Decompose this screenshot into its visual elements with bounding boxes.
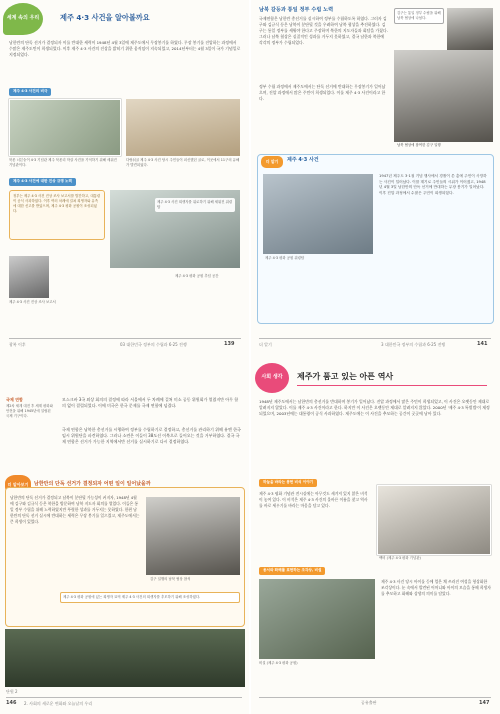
main-text-2: 정부 수립 과정에서 제주도에서는 단독 선거에 반대하는 무장봉기가 일어났으며, 진압 과정에서 많은 주민이 희생되었다. 이를 제주 4·3 사건이라고 한다. <box>259 84 386 102</box>
bottom-caption: 제주 4·3 평화 공원에 있는 희생자 묘역 제주 4·3 사건의 희생자를 추모하기 위해 조성하였다. <box>63 595 201 599</box>
quote-box <box>9 190 105 240</box>
section-heading: 남한만의 단독 선거가 결정되자 어떤 일이 일어났을까 <box>34 481 151 487</box>
biseol-text: 제주 4·3 사건 당시 아이를 등에 업은 채 쓰러진 여성을 형상화한 조각상이다. 눈 속에서 발견된 어머니와 아이의 모습을 통해 희생자를 추모하고 화해와 상생의 의미를 담았다. <box>381 579 491 596</box>
cave-caption: 다랑쉬굴 제주 4·3 사건 당시 주민들이 피신했던 굴로, 이곳에서 11구의 유해가 발견되었다. <box>126 158 240 167</box>
cemetery-photo <box>5 629 245 687</box>
page-141 <box>251 0 500 357</box>
footer-text: 03 대한민국 정부의 수립과 6·25 전쟁 <box>120 342 187 347</box>
page-number: 139 <box>224 341 235 347</box>
footer-text: 3 대한민국 정부의 수립과 6·25 전쟁 <box>381 342 446 347</box>
society-badge: 사회 생각 <box>255 363 289 393</box>
park-callout <box>155 198 235 212</box>
footer-text: 공유출판 <box>361 700 377 705</box>
feature-title: 제주 4·3 사건 <box>287 157 319 163</box>
page-number: 147 <box>479 700 490 706</box>
page-title: 제주 4·3 사건을 알아볼까요 <box>60 13 150 22</box>
caption-box <box>60 592 240 603</box>
park-callout-text: 제주 4·3 사건 희생자를 위로하기 위해 세워진 위령탑 <box>157 200 233 209</box>
side-label: 더 알기 <box>259 342 272 347</box>
photo-caption: 김구 일행의 남북 협상 참석 <box>150 577 191 581</box>
biseol-caption: 비설 (제주 4·3 평화 공원) <box>259 661 298 665</box>
biseol-photo <box>259 579 375 659</box>
page-title: 제주가 품고 있는 아픈 역사 <box>297 372 394 381</box>
monument-photo <box>263 174 373 254</box>
tag-white-stele: 하늘을 바라는 봉헌 비석 이야기 <box>259 479 317 487</box>
side-label: 광복 이후 <box>9 342 26 347</box>
cave-photo <box>126 99 240 156</box>
quote-text: 정부는 제주 4·3 사건 진상 조사 보고서를 발간하고, 대통령이 공식 사과하였다. 이후 여러 차례에 걸쳐 희생자와 유족에 대한 신고를 받았으며, 제주 4·3 평화 공원이 조성되었다. <box>13 194 101 213</box>
main-text: 모스크바 3국 외상 회의의 결정에 따라 서울에서 두 차례에 걸쳐 미소 공동 위원회가 열렸지만 아무 합의 없이 결렬되었다. 이에 미국은 한국 문제를 국제 연합에 넘겼다. <box>62 397 239 409</box>
memorial-caption: 북촌 너븐숭이 4·3 기념관 제주 북촌리 학살 사건을 기억하기 위해 세워진 기념관이다. <box>9 158 117 167</box>
intro-text: 남한만의 단독 선거가 결정되자 이를 반대한 세력이 1948년 4월 3일에 제주도에서 무장봉기를 하였다. 무장 봉기를 진압하는 과정에서 수많은 제주도민이 희생되었다. 이후 제주 4·3 사건의 진상을 밝히기 위한 움직임이 지속되었고, 2014년부터는 4월 3일이 국가 기념일로 지정되었다. <box>9 40 241 58</box>
delegation-photo <box>394 50 493 142</box>
section-tag-truth: 제주 4·3 사건에 대한 진상 규명 노력 <box>9 178 76 186</box>
note-body: 제2차 세계 대전 후 세계 평화와 안전을 위해 1945년에 설립된 국제 기구이다. <box>6 404 53 418</box>
page-147 <box>251 357 500 714</box>
world-badge: 세계 속의 우리 <box>3 3 43 35</box>
side-label: 단원 2 <box>6 689 18 694</box>
feature-text: 1947년 제주도 3·1절 기념 행사에서 경찰이 쏜 총에 주민이 사망하는 사건이 일어났다. 이를 계기로 주민들의 시위가 이어졌고, 1948년 4월 3일 남한만의 단독 선거에 반대하는 무장 봉기가 일어났다. 이후 진압 과정에서 수많은 주민이 희생되었다. <box>379 174 487 196</box>
page-139 <box>0 0 249 357</box>
main-text: 국제연합은 남한만 총선거를 실시하여 정부를 수립하도록 하였다. 그러자 김구와 김규식 등은 남북이 분단될 것을 우려하여 남북 협상을 추진하였다. 김구는 통일 정부를 세워야 한다고 주장하며 북한의 지도자들과 회담을 가졌다. 그러나 남북 협상은 실질적인 성과를 거두지 못하였고, 결국 남한과 북한에 각각의 정부가 수립되었다. <box>259 16 388 46</box>
park-caption: 제주 4·3 평화 공원 추념 공간 <box>175 274 219 278</box>
inset-callout-text: 김구는 통일 정부 수립을 위해 남북 협상에 나섰다. <box>397 11 441 20</box>
footer-rule <box>9 338 241 339</box>
white-stele-caption: 백비 (제주 4·3 평화 기념관) <box>379 556 421 560</box>
main-text-2: 국제 연합은 남북한 총선거를 시행하여 정부를 수립하기로 결정하고, 총선거를 관리하기 위해 유엔 한국 임시 위원단을 파견하였다. 그러나 소련은 이들이 38도선 이북으로 들어오는 것을 거부하였다. 결국 국제 연합은 선거가 가능한 지역에서만 선거를 실시하기로 다시 결정하였다. <box>62 427 241 445</box>
white-stele-photo <box>377 485 491 555</box>
delegation-photo <box>146 497 240 575</box>
intro-text: 1948년 제주도에서는 남한만의 총선거를 반대하며 봉기가 일어났다. 진압 과정에서 많은 주민이 희생되었고, 이 사건은 오랫동안 제대로 알려지지 않았다. 이를 제주 4·3 사건이라고 한다. 하지만 이 사건은 오랫동안 제대로 알려지지 않았다. 2000년 '제주 4·3 특별법'이 제정되었으며, 2003년에는 대통령이 공식 사과하였다. 제주도에는 이 사건을 추모하는 공간이 곳곳에 남아 있다. <box>259 399 490 417</box>
monument-caption: 제주 4·3 평화 공원 위령탑 <box>265 256 305 260</box>
report-caption: 제주 4·3 사건 진상 조사 보고서 <box>9 300 56 304</box>
kim-gu-portrait <box>447 8 493 50</box>
note-label: 국제 연합 <box>6 397 23 402</box>
footer-rule <box>6 697 242 698</box>
tag-biseol: 용서와 화해를 표현하는 조각상, 비설 <box>259 567 325 575</box>
footer-rule <box>259 697 491 698</box>
page-146 <box>0 357 249 714</box>
title-rule <box>297 385 487 386</box>
feature-badge: 더 알기 <box>261 156 283 168</box>
white-stele-text: 제주 4·3 평화 기념관 전시실에는 아무것도 새겨져 있지 않은 비석이 놓여 있다. 이 비석은 제주 4·3 사건의 올바른 이름을 찾고 역사를 바로 세우기를 바라는 마음을 담고 있다. <box>259 491 368 508</box>
inset-callout <box>394 8 444 24</box>
section-title: 남북 갈등과 통일 정부 수립 노력 <box>259 7 334 13</box>
section-tag-tragedy: 제주 4·3 사건의 비극 <box>9 88 51 96</box>
page-number: 141 <box>477 341 488 347</box>
more-badge: 더 알아보기 <box>5 475 31 495</box>
memorial-photo <box>9 99 121 156</box>
footer-text: 2. 사회의 새로운 변화와 오늘날의 우리 <box>24 701 93 706</box>
delegation-caption: 남북 협상에 참여한 김구 일행 <box>397 143 441 147</box>
page-number: 146 <box>6 700 17 706</box>
footer-rule <box>259 338 491 339</box>
report-photo <box>9 256 49 298</box>
section-text: 남한만의 단독 선거가 결정되고 남북이 분단될 가능성이 커지자, 1948년 4월에 김구와 김규식 등은 북한을 방문하여 남북 지도자 회의를 열었다. 이들은 통일 정부 수립을 위해 노력하였지만 뚜렷한 성과를 거두지는 못하였다. 한편 남한만의 단독 선거 실시에 반대하는 세력은 무장 봉기를 일으켰고, 제주도에서는 큰 희생이 있었다. <box>10 495 140 524</box>
